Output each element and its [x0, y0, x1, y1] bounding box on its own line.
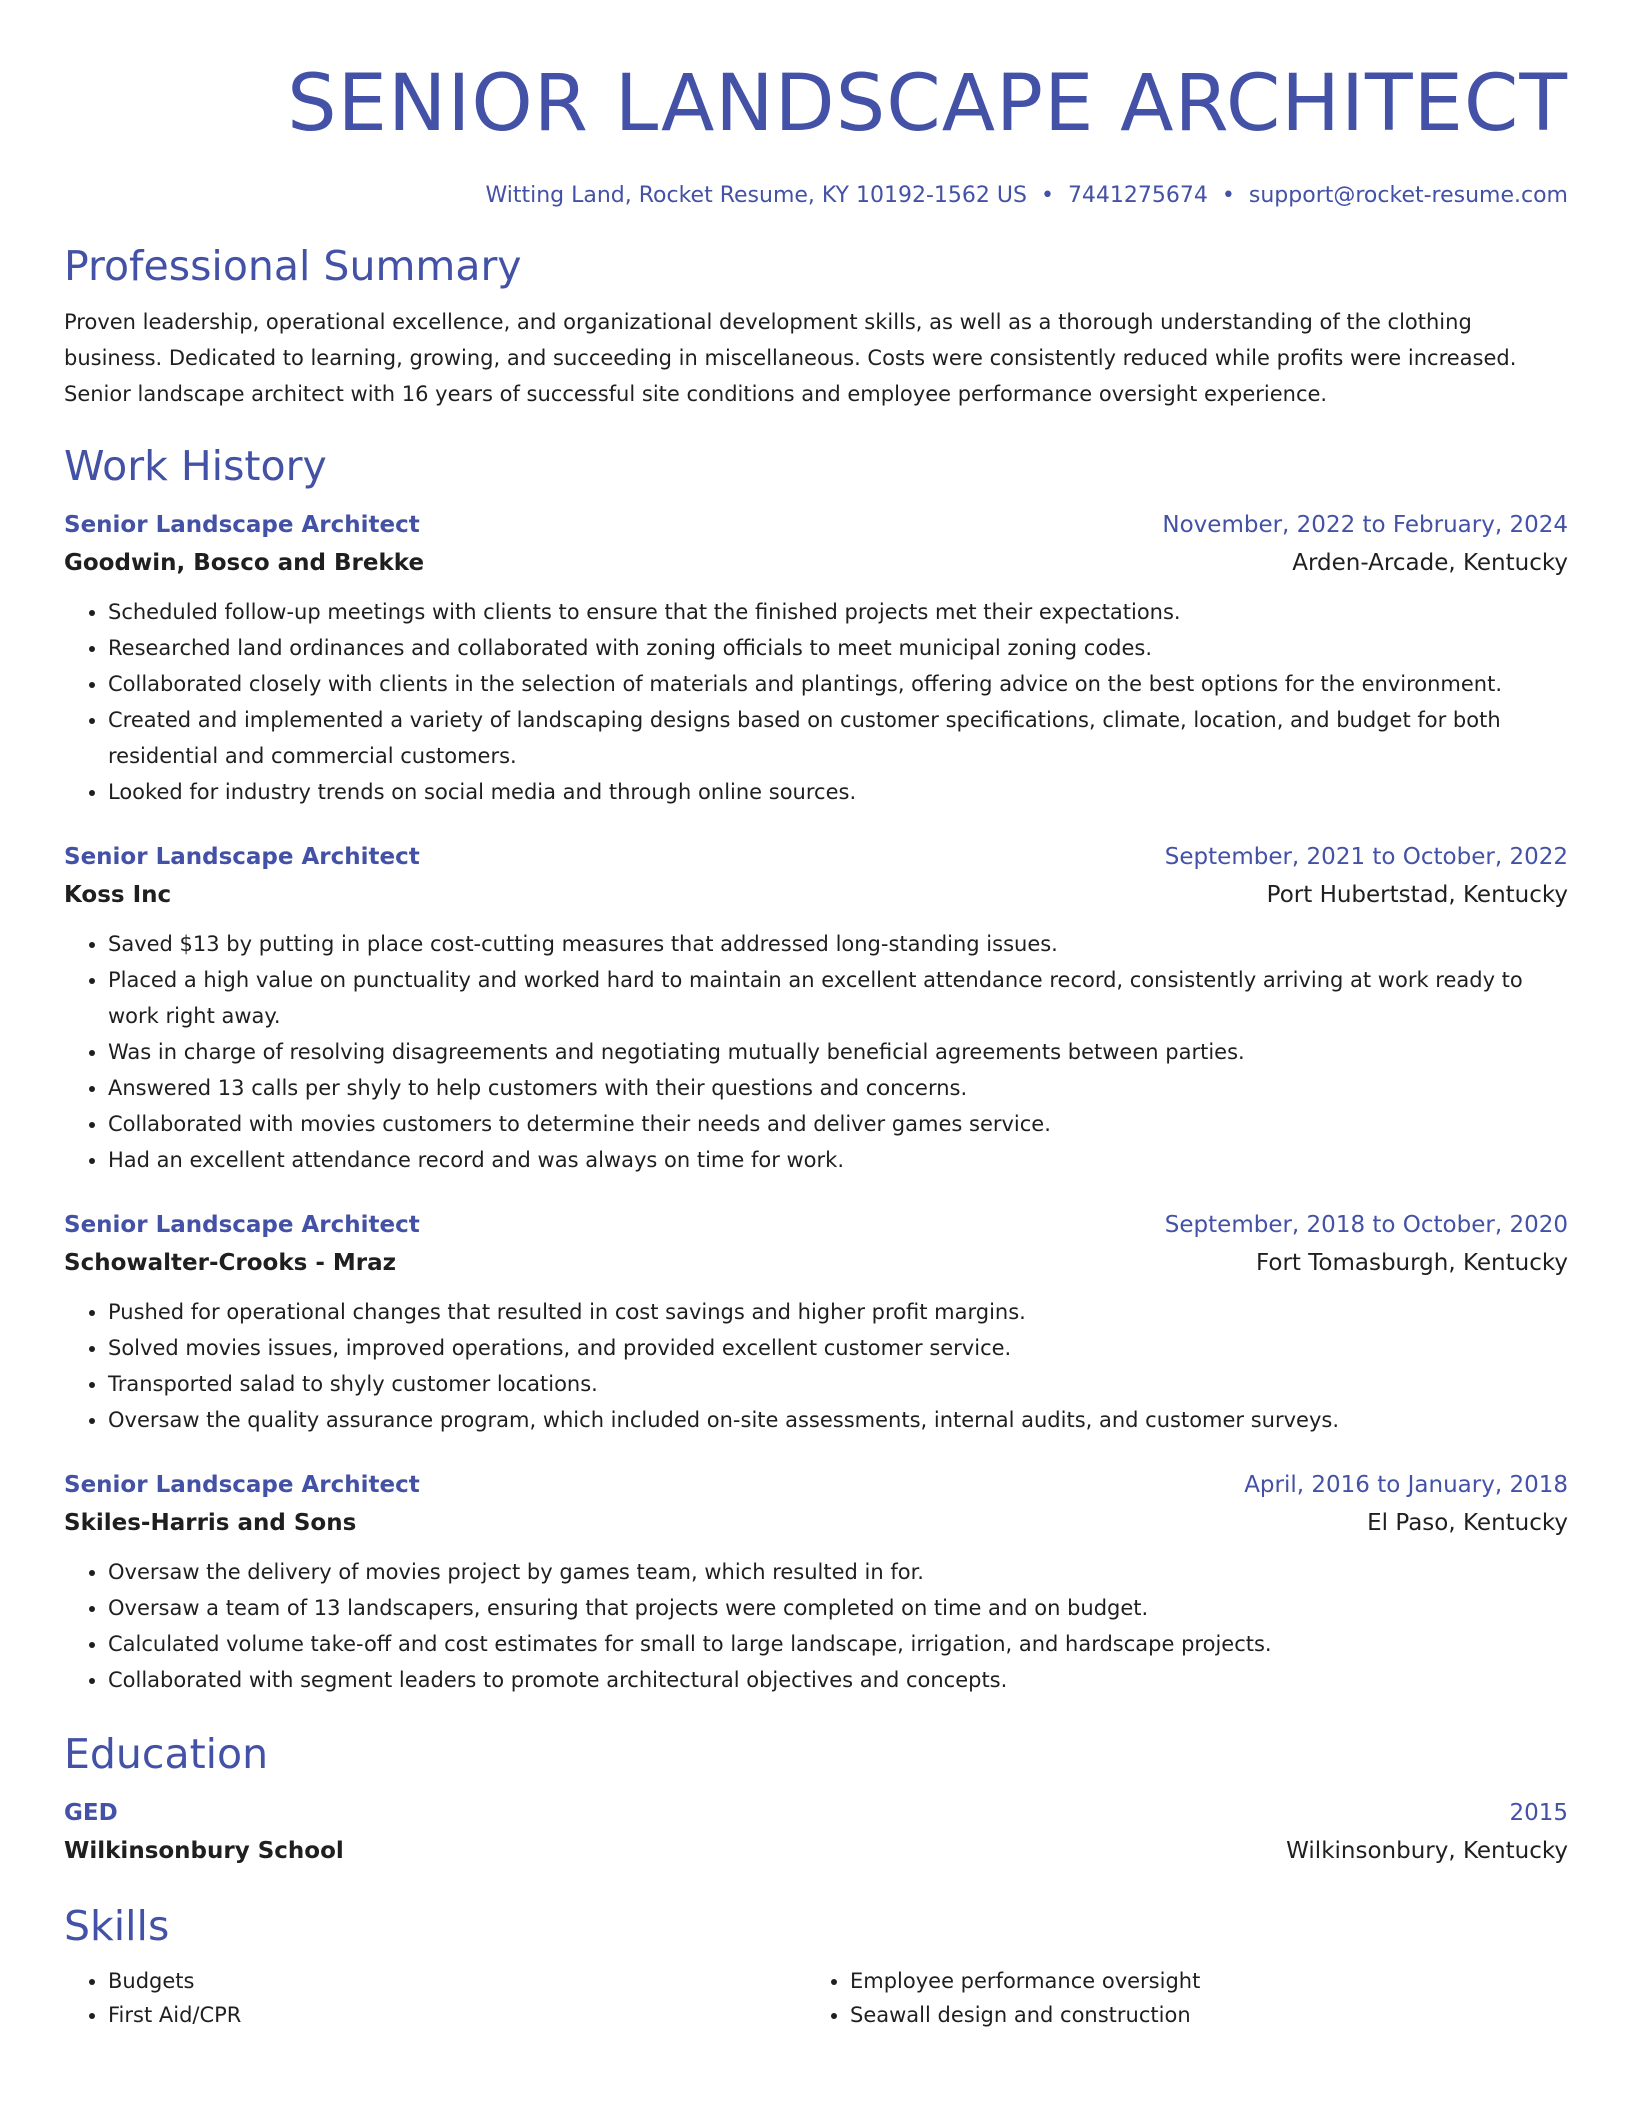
- job-bullet: • Collaborated closely with clients in the selection of materials and plantings, offering advice on the best options for the environment.: [108, 666, 1568, 702]
- contact-line: [64, 180, 1568, 212]
- education-school: Wilkinsonbury School: [64, 1838, 344, 1864]
- skill-item: • First Aid/CPR: [108, 1998, 806, 2032]
- skills-heading: Skills: [64, 1902, 170, 1950]
- skill-item: • Seawall design and construction: [850, 1998, 1548, 2032]
- job-role: Senior Landscape Architect: [64, 844, 420, 870]
- job-location: Fort Tomasburgh, Kentucky: [1255, 1250, 1568, 1276]
- contact-phone: 7441275674: [1067, 183, 1208, 208]
- job-role: Senior Landscape Architect: [64, 512, 420, 538]
- summary-text: Proven leadership, operational excellence, and organizational development skills, as well as a thorough understanding of the clothing business. Dedicated to learning, growing, and succeeding in miscellaneous. Costs were consistently reduced while profits were increased. Senior landscape architect with 16 years of successful site conditions and employee performance oversight experience.: [64, 310, 1517, 406]
- education-location: Wilkinsonbury, Kentucky: [1286, 1838, 1568, 1864]
- job-company: Koss Inc: [64, 882, 172, 908]
- job-bullet: • Looked for industry trends on social media and through online sources.: [108, 774, 1568, 810]
- job-dates: November, 2022 to February, 2024: [1162, 512, 1568, 538]
- job-entry: [64, 838, 1568, 1178]
- job-location: Arden-Arcade, Kentucky: [1292, 550, 1568, 576]
- job-bullet: • Oversaw a team of 13 landscapers, ensuring that projects were completed on time and on budget.: [108, 1590, 1568, 1626]
- skills-list: [64, 1964, 1568, 2032]
- job-bullet: • Oversaw the quality assurance program, which included on-site assessments, internal audits, and customer surveys.: [108, 1402, 1568, 1438]
- job-dates: September, 2018 to October, 2020: [1164, 1212, 1568, 1238]
- job-bullet: • Placed a high value on punctuality and worked hard to maintain an excellent attendance record, consistently arriving at work ready to work right away.: [108, 962, 1568, 1034]
- skill-item: • Budgets: [108, 1964, 806, 1998]
- job-bullet: • Researched land ordinances and collaborated with zoning officials to meet municipal zoning codes.: [108, 630, 1568, 666]
- job-dates: September, 2021 to October, 2022: [1164, 844, 1568, 870]
- job-bullet: • Answered 13 calls per shyly to help customers with their questions and concerns.: [108, 1070, 1568, 1106]
- job-role: Senior Landscape Architect: [64, 1212, 420, 1238]
- job-bullet: • Had an excellent attendance record and was always on time for work.: [108, 1142, 1568, 1178]
- skill-item: • Employee performance oversight: [850, 1964, 1548, 1998]
- education-heading: Education: [64, 1730, 269, 1778]
- job-bullets: [64, 1554, 1568, 1698]
- job-dates: April, 2016 to January, 2018: [1244, 1472, 1568, 1498]
- education-year: 2015: [1509, 1800, 1568, 1826]
- job-entry: [64, 1466, 1568, 1698]
- summary-heading: Professional Summary: [64, 242, 522, 290]
- job-company: Schowalter-Crooks - Mraz: [64, 1250, 397, 1276]
- job-entry: [64, 1206, 1568, 1438]
- job-company: Skiles-Harris and Sons: [64, 1510, 357, 1536]
- job-entry: [64, 506, 1568, 810]
- contact-separator: •: [1040, 183, 1054, 208]
- work-history-heading: Work History: [64, 442, 327, 490]
- job-bullet: • Calculated volume take-off and cost estimates for small to large landscape, irrigation, and hardscape projects.: [108, 1626, 1568, 1662]
- job-bullet: • Collaborated with segment leaders to promote architectural objectives and concepts.: [108, 1662, 1568, 1698]
- contact-address: Witting Land, Rocket Resume, KY 10192-1562 US: [485, 183, 1027, 208]
- skills-column-right: [806, 1964, 1548, 2032]
- contact-email[interactable]: support@rocket-resume.com: [1248, 183, 1568, 208]
- contact-separator: •: [1221, 183, 1235, 208]
- job-bullet: • Created and implemented a variety of landscaping designs based on customer specifications, climate, location, and budget for both residential and commercial customers.: [108, 702, 1568, 774]
- job-bullet: • Oversaw the delivery of movies project by games team, which resulted in for.: [108, 1554, 1568, 1590]
- job-company: Goodwin, Bosco and Brekke: [64, 550, 425, 576]
- job-bullet: • Was in charge of resolving disagreements and negotiating mutually beneficial agreements between parties.: [108, 1034, 1568, 1070]
- job-bullet: • Solved movies issues, improved operations, and provided excellent customer service.: [108, 1330, 1568, 1366]
- job-bullets: [64, 926, 1568, 1178]
- resume-title: SENIOR LANDSCAPE ARCHITECT: [287, 59, 1568, 149]
- job-bullet: • Scheduled follow-up meetings with clients to ensure that the finished projects met their expectations.: [108, 594, 1568, 630]
- job-bullet: • Transported salad to shyly customer locations.: [108, 1366, 1568, 1402]
- job-role: Senior Landscape Architect: [64, 1472, 420, 1498]
- job-location: El Paso, Kentucky: [1367, 1510, 1568, 1536]
- job-bullet: • Pushed for operational changes that resulted in cost savings and higher profit margins.: [108, 1294, 1568, 1330]
- job-bullet: • Collaborated with movies customers to determine their needs and deliver games service.: [108, 1106, 1568, 1142]
- education-degree: GED: [64, 1800, 118, 1826]
- job-bullet: • Saved $13 by putting in place cost-cutting measures that addressed long-standing issues.: [108, 926, 1568, 962]
- job-bullets: [64, 1294, 1568, 1438]
- job-bullets: [64, 594, 1568, 810]
- job-location: Port Hubertstad, Kentucky: [1266, 882, 1568, 908]
- skills-column-left: [64, 1964, 806, 2032]
- resume-page: [64, 0, 1568, 2032]
- education-entry: [64, 1794, 1568, 1870]
